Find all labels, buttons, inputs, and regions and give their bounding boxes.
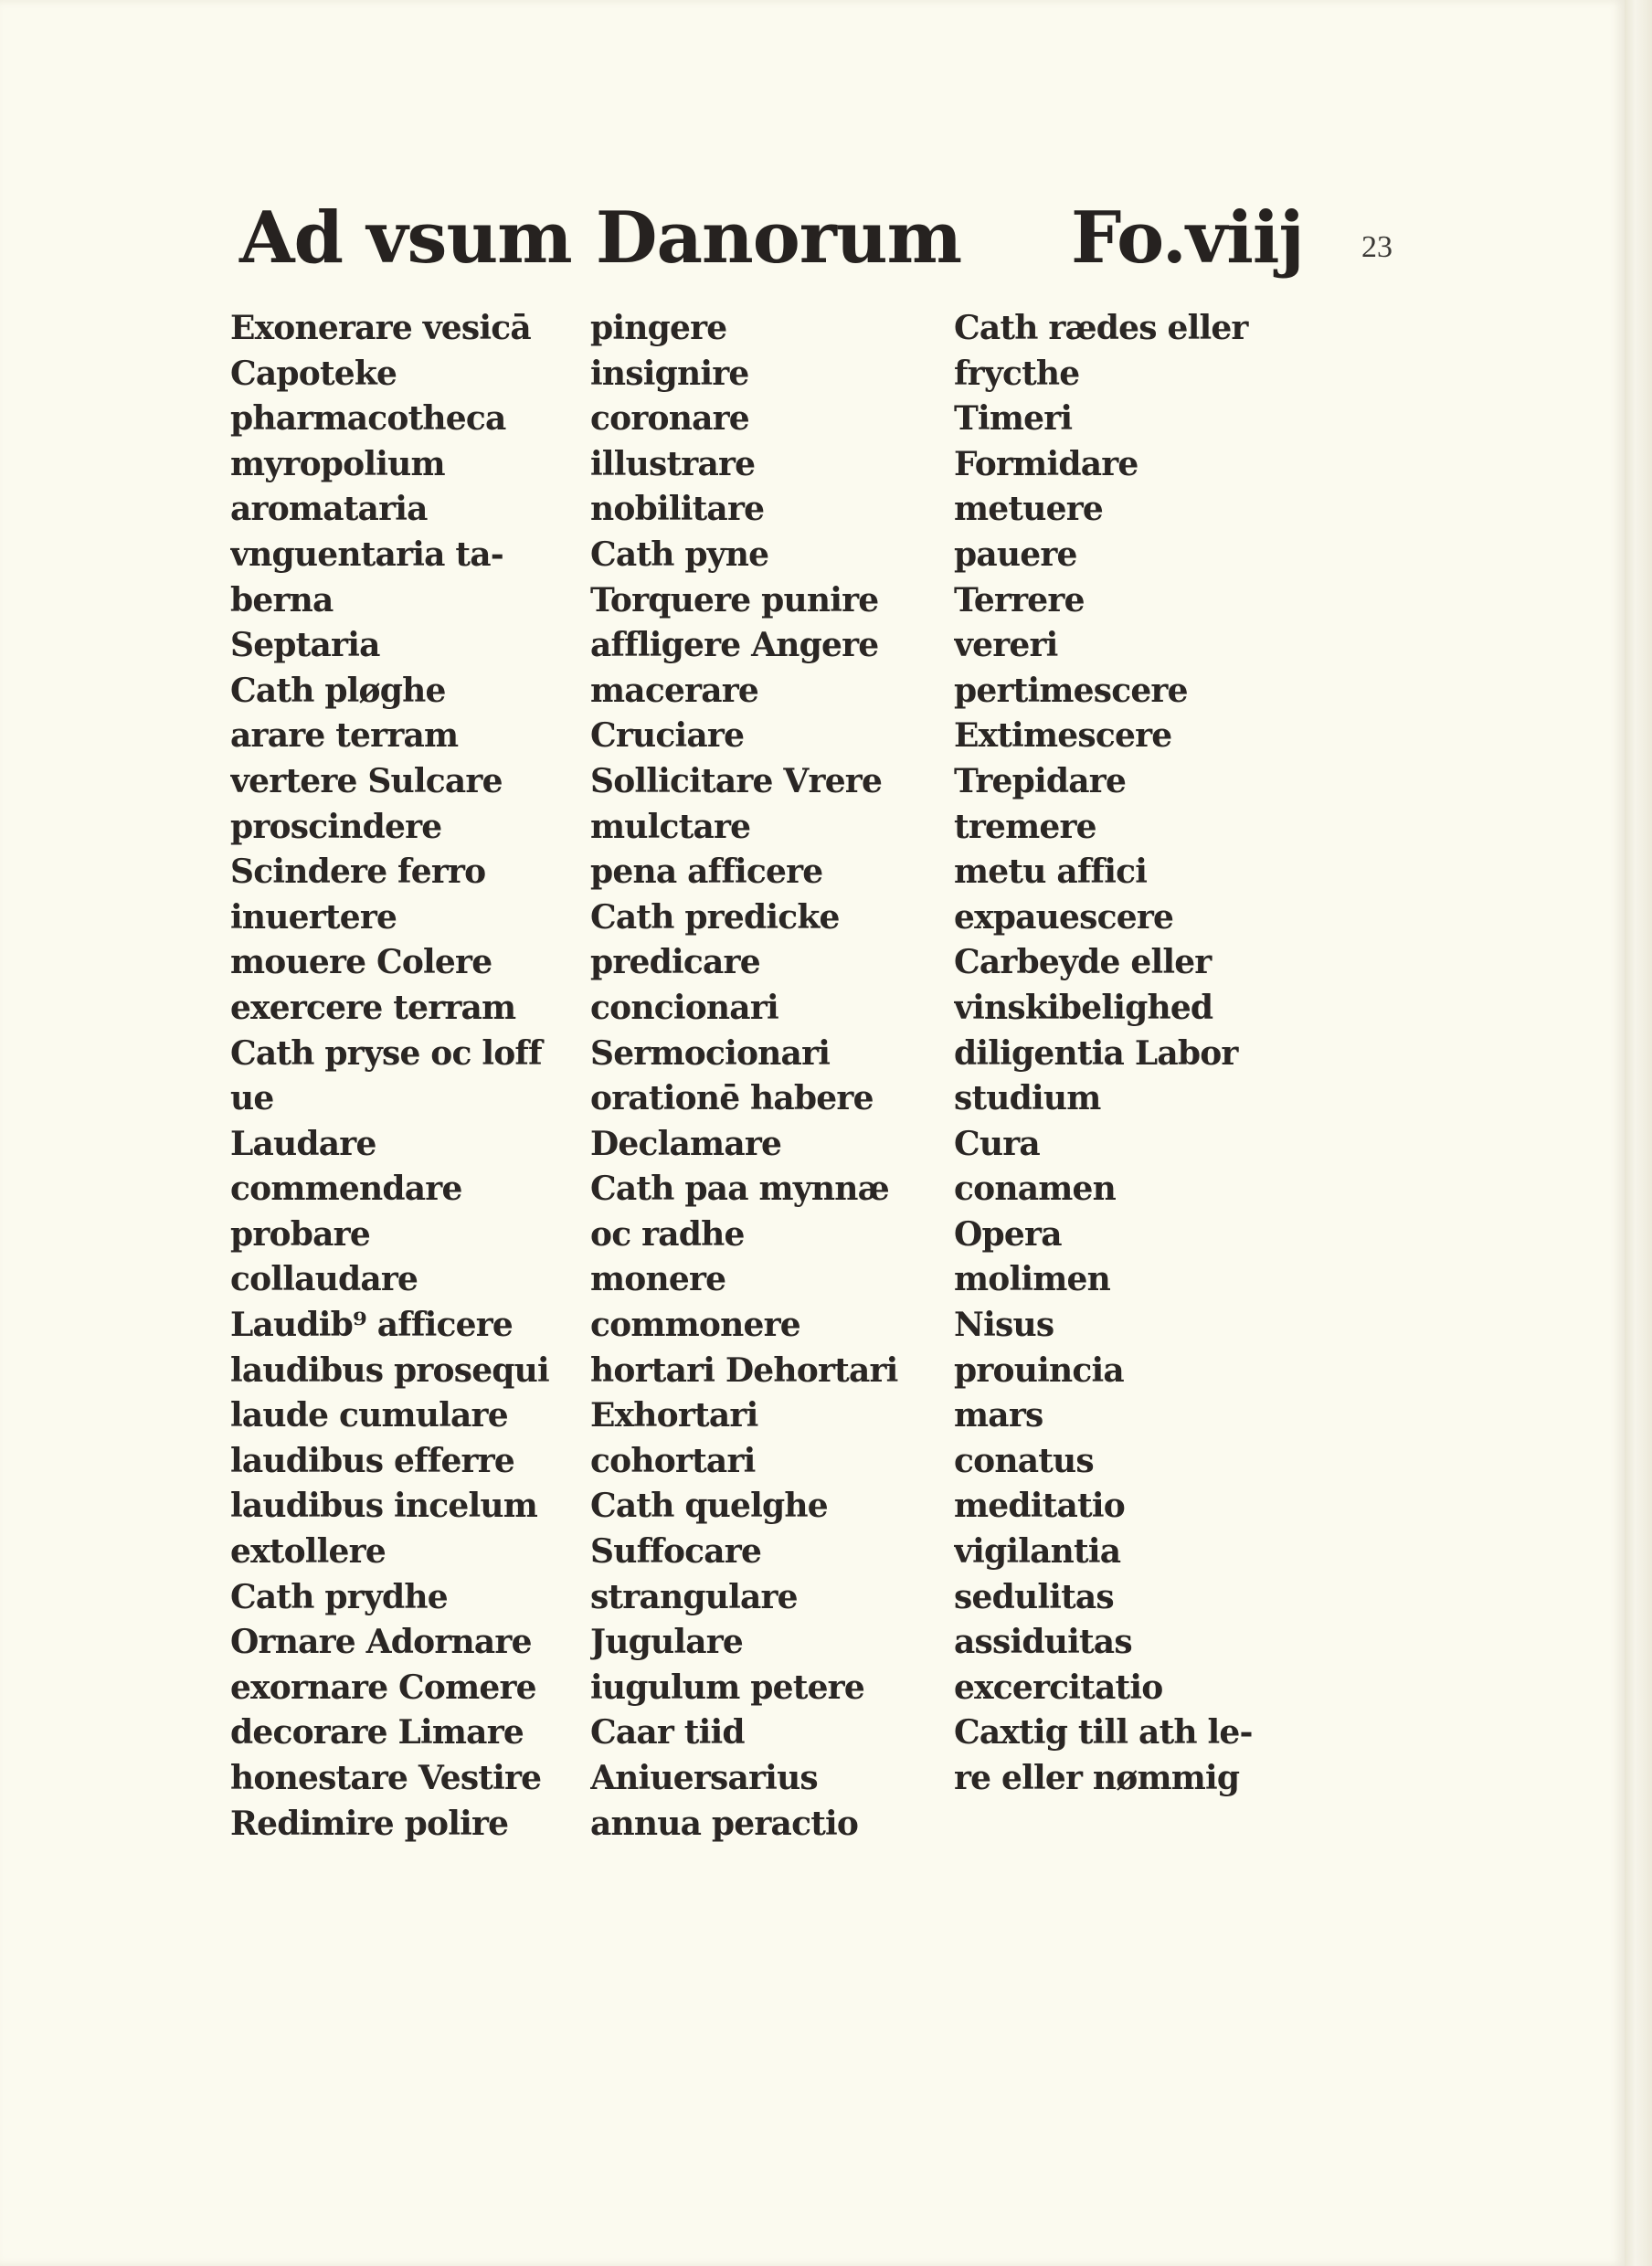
text-line: hortari Dehortari — [590, 1350, 898, 1390]
text-line: commendare — [230, 1170, 462, 1209]
text-line: metu affici — [954, 852, 1148, 892]
text-line: mouere Colere — [230, 943, 492, 982]
text-line: aromataria — [230, 490, 428, 529]
text-line: Carbeyde eller — [954, 943, 1212, 982]
text-line: Caxtig till ath le- — [954, 1713, 1253, 1752]
text-line: Septaria — [230, 626, 380, 665]
text-line: commonere — [590, 1306, 800, 1345]
text-line: metuere — [954, 490, 1103, 529]
text-line: Cath paa mynnæ — [590, 1170, 889, 1209]
text-line: predicare — [590, 943, 760, 982]
text-line: oc radhe — [590, 1214, 745, 1254]
text-line: assiduitas — [954, 1623, 1132, 1662]
text-line: affligere Angere — [590, 626, 879, 665]
text-line: Trepidare — [954, 761, 1127, 800]
text-line: Exhortari — [590, 1396, 758, 1435]
text-line: laudibus incelum — [230, 1487, 537, 1526]
running-title: Ad vsum Danorum — [239, 196, 962, 280]
text-line: strangulare — [590, 1577, 798, 1616]
text-line: coronare — [590, 399, 749, 439]
text-line: exercere terram — [230, 988, 516, 1027]
text-line: berna — [230, 580, 334, 619]
text-line: pena afficere — [590, 852, 823, 892]
text-line: conamen — [954, 1170, 1117, 1209]
text-line: molimen — [954, 1260, 1111, 1299]
text-column-3 — [954, 306, 1319, 1802]
text-line: iugulum petere — [590, 1668, 864, 1707]
text-line: laudibus efferre — [230, 1441, 514, 1480]
text-line: Sermocionari — [590, 1033, 831, 1073]
text-line: Terrere — [954, 580, 1085, 619]
text-line: Opera — [954, 1214, 1062, 1254]
text-line: ue — [230, 1079, 274, 1118]
text-line: honestare Vestire — [230, 1759, 542, 1797]
text-line: Laudare — [230, 1124, 376, 1163]
text-line: myropolium — [230, 444, 445, 483]
text-line: Cura — [954, 1124, 1040, 1163]
text-line: cohortari — [590, 1441, 756, 1480]
text-line: Scindere ferro — [230, 852, 486, 892]
text-line: vinskibelighed — [954, 988, 1213, 1027]
page-number: 23 — [1361, 230, 1393, 264]
text-line: sedulitas — [954, 1577, 1114, 1616]
text-line: Sollicitare Vrere — [590, 761, 883, 800]
text-line: Redimire polire — [230, 1804, 509, 1843]
text-line: macerare — [590, 671, 759, 710]
text-line: excercitatio — [954, 1668, 1163, 1707]
text-line: pharmacotheca — [230, 399, 506, 439]
text-line: Extimescere — [954, 716, 1172, 756]
text-line: annua peractio — [590, 1804, 859, 1843]
text-line: Cruciare — [590, 716, 745, 756]
text-line: probare — [230, 1214, 370, 1254]
text-line: Cath pyne — [590, 535, 769, 574]
text-line: laudibus prosequi — [230, 1350, 549, 1390]
text-line: orationē habere — [590, 1079, 874, 1118]
text-line: concionari — [590, 988, 778, 1027]
text-line: Jugulare — [590, 1623, 744, 1662]
text-line: Formidare — [954, 444, 1138, 483]
text-line: Cath quelghe — [590, 1487, 828, 1526]
text-line: extollere — [230, 1532, 386, 1572]
text-line: Suffocare — [590, 1532, 762, 1572]
text-line: pertimescere — [954, 671, 1188, 710]
text-line: exornare Comere — [230, 1668, 536, 1707]
text-line: monere — [590, 1260, 726, 1299]
text-line: Ornare Adornare — [230, 1623, 532, 1662]
text-line: illustrare — [590, 444, 756, 483]
text-line: studium — [954, 1079, 1101, 1118]
text-line: arare terram — [230, 716, 459, 756]
folio-number: Fo.viij — [1071, 196, 1304, 280]
text-line: Nisus — [954, 1306, 1054, 1345]
text-line: Torquere punire — [590, 580, 879, 619]
text-line: inuertere — [230, 897, 397, 937]
text-line: Cath prydhe — [230, 1577, 448, 1616]
text-line: pingere — [590, 309, 727, 347]
text-line: Exonerare vesicā — [230, 309, 531, 347]
text-line: Caar tiid — [590, 1713, 745, 1752]
text-line: Aniuersarius — [590, 1759, 818, 1797]
text-line: meditatio — [954, 1487, 1125, 1526]
page-edge — [1625, 0, 1652, 2266]
text-line: insignire — [590, 354, 749, 393]
text-line: laude cumulare — [230, 1396, 508, 1435]
text-line: mars — [954, 1396, 1043, 1435]
text-line: Laudib⁹ afficere — [230, 1306, 514, 1345]
text-line: vereri — [954, 626, 1058, 665]
text-line: Declamare — [590, 1124, 782, 1163]
text-line: prouincia — [954, 1350, 1124, 1390]
text-line: Cath pløghe — [230, 671, 446, 710]
text-line: vnguentaria ta- — [230, 535, 503, 574]
text-line: Timeri — [954, 399, 1073, 439]
text-line: diligentia Labor — [954, 1033, 1238, 1073]
text-line: vigilantia — [954, 1532, 1121, 1572]
text-line: collaudare — [230, 1260, 418, 1299]
text-line: tremere — [954, 807, 1096, 846]
text-line: nobilitare — [590, 490, 765, 529]
text-line: Cath rædes eller — [954, 309, 1248, 347]
text-line: expauescere — [954, 897, 1174, 937]
text-line: Cath predicke — [590, 897, 840, 937]
text-line: proscindere — [230, 807, 442, 846]
text-line: conatus — [954, 1441, 1094, 1480]
text-line: vertere Sulcare — [230, 761, 503, 800]
text-line: Cath pryse oc loff — [230, 1033, 542, 1073]
text-line: decorare Limare — [230, 1713, 524, 1752]
text-line: Capoteke — [230, 354, 397, 393]
text-line: frycthe — [954, 354, 1080, 393]
text-line: pauere — [954, 535, 1077, 574]
text-line: re eller nømmig — [954, 1759, 1240, 1797]
text-column-2 — [590, 306, 948, 1847]
text-line: mulctare — [590, 807, 751, 846]
text-column-1 — [230, 306, 587, 1847]
